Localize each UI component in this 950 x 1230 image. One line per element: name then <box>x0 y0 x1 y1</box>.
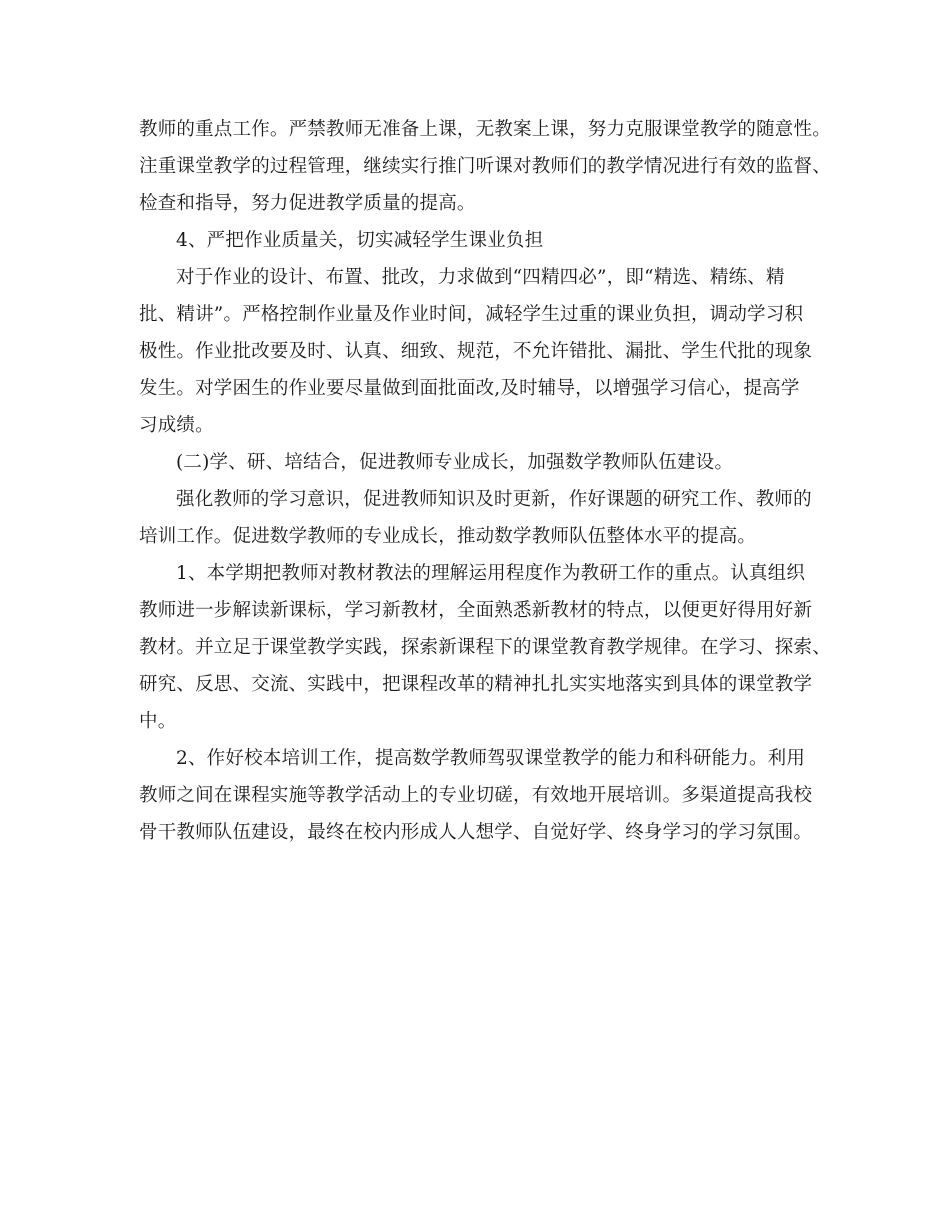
section-heading: (二)学、研、培结合，促进教师专业成长，加强数学教师队伍建设。 <box>176 452 734 473</box>
text-line: 1、本学期把教师对教材教法的理解运用程度作为教研工作的重点。认真组织 <box>176 563 806 584</box>
text-line: 强化教师的学习意识，促进教师知识及时更新，作好课题的研究工作、教师的 <box>176 489 812 510</box>
text-line: 培训工作。促进数学教师的专业成长，推动数学教师队伍整体水平的提高。 <box>139 526 757 547</box>
text-line: 发生。对学困生的作业要尽量做到面批面改,及时辅导，以增强学习信心，提高学 <box>139 378 800 399</box>
text-line: 教材。并立足于课堂教学实践，探索新课程下的课堂教育教学规律。在学习、探索、 <box>139 637 831 658</box>
text-line: 极性。作业批改要及时、认真、细致、规范，不允许错批、漏批、学生代批的现象 <box>139 341 813 362</box>
text-line: 骨干教师队伍建设，最终在校内形成人人想学、自觉好学、终身学习的学习氛围。 <box>139 822 813 843</box>
text-line: 教师之间在课程实施等教学活动上的专业切磋，有效地开展培训。多渠道提高我校 <box>139 785 813 806</box>
text-line: 检查和指导，努力促进教学质量的提高。 <box>139 193 476 214</box>
text-line: 注重课堂教学的过程管理，继续实行推门听课对教师们的教学情况进行有效的监督、 <box>139 156 831 177</box>
text-line: 中。 <box>139 711 177 732</box>
section-heading: 4、严把作业质量关，切实减轻学生课业负担 <box>176 230 544 251</box>
text-line: 研究、反思、交流、实践中，把课程改革的精神扎扎实实地落实到具体的课堂教学 <box>139 674 813 695</box>
text-line: 2、作好校本培训工作，提高数学教师驾驭课堂教学的能力和科研能力。利用 <box>176 748 806 769</box>
text-line: 批、精讲”。严格控制作业量及作业时间，减轻学生过重的课业负担，调动学习积 <box>139 304 804 325</box>
text-line: 教师的重点工作。严禁教师无准备上课，无教案上课，努力克服课堂教学的随意性。 <box>139 119 831 140</box>
text-line: 教师进一步解读新课标，学习新教材，全面熟悉新教材的特点，以便更好得用好新 <box>139 600 813 621</box>
text-line: 习成绩。 <box>139 415 214 436</box>
text-line: 对于作业的设计、布置、批改，力求做到“四精四必”，即“精选、精练、精 <box>176 267 785 288</box>
